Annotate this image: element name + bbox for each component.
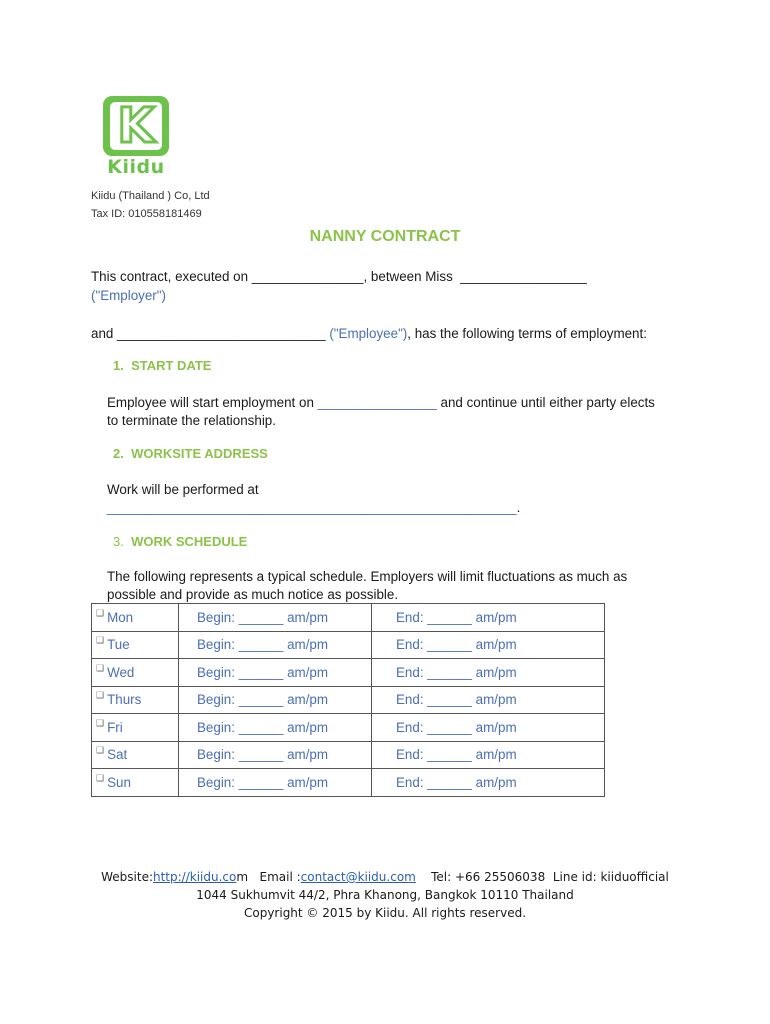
end-time-field: End: ______ am/pm — [372, 631, 605, 659]
start-date-blank: ________________ — [317, 395, 437, 410]
logo-letter: K — [117, 98, 155, 154]
checkbox-icon[interactable]: ❑ — [96, 607, 105, 618]
table-row — [92, 686, 605, 714]
kiidu-logo — [103, 96, 169, 182]
begin-time-field: Begin: ______ am/pm — [179, 659, 372, 687]
worksite-body-line-1: Work will be performed at — [107, 482, 259, 497]
email-link[interactable]: contact@kiidu.com — [300, 870, 416, 884]
checkbox-icon[interactable]: ❑ — [96, 772, 105, 783]
checkbox-icon[interactable]: ❑ — [96, 662, 105, 673]
day-cell-mon[interactable]: ❑ Mon — [92, 604, 179, 632]
day-cell-wed[interactable]: ❑ Wed — [92, 659, 179, 687]
table-row — [92, 604, 605, 632]
day-cell-sun[interactable]: ❑ Sun — [92, 769, 179, 797]
day-cell-tue[interactable]: ❑ Tue — [92, 631, 179, 659]
end-time-field: End: ______ am/pm — [372, 714, 605, 742]
day-cell-sat[interactable]: ❑ Sat — [92, 741, 179, 769]
section-start-date-heading: 1. START DATE — [113, 358, 212, 373]
begin-time-field: Begin: ______ am/pm — [179, 686, 372, 714]
table-row — [92, 769, 605, 797]
logo-mark — [103, 96, 169, 156]
begin-time-field: Begin: ______ am/pm — [179, 604, 372, 632]
intro-line-3: and ____________________________ ("Employee"), has the following terms of employment: — [91, 326, 647, 341]
tax-id: Tax ID: 010558181469 — [91, 208, 202, 220]
logo-wordmark: Kiidu — [107, 156, 165, 178]
checkbox-icon[interactable]: ❑ — [96, 635, 105, 646]
table-row — [92, 741, 605, 769]
end-time-field: End: ______ am/pm — [372, 604, 605, 632]
schedule-table — [91, 603, 605, 797]
day-cell-fri[interactable]: ❑ Fri — [92, 714, 179, 742]
begin-time-field: Begin: ______ am/pm — [179, 741, 372, 769]
day-cell-thurs[interactable]: ❑ Thurs — [92, 686, 179, 714]
section-worksite-heading: 2. WORKSITE ADDRESS — [113, 446, 268, 461]
checkbox-icon[interactable]: ❑ — [96, 717, 105, 728]
schedule-body-line-1: The following represents a typical schedule. Employers will limit fluctuations as much as — [107, 569, 628, 584]
website-link[interactable]: http://kiidu.co — [153, 870, 237, 884]
worksite-blank: _______________________________________________________ — [107, 500, 517, 515]
begin-time-field: Begin: ______ am/pm — [179, 769, 372, 797]
end-time-field: End: ______ am/pm — [372, 741, 605, 769]
begin-time-field: Begin: ______ am/pm — [179, 631, 372, 659]
footer-contact-line: Website:http://kiidu.com Email :contact@kiidu.com Tel: +66 25506038 Line id: kiiduofficial — [101, 870, 669, 884]
end-time-field: End: ______ am/pm — [372, 659, 605, 687]
worksite-body-line-2: _______________________________________________________. — [107, 500, 521, 515]
intro-employee-label: ("Employee") — [329, 326, 408, 341]
section-schedule-heading: 3. WORK SCHEDULE — [113, 534, 248, 549]
start-date-body-line-2: to terminate the relationship. — [107, 413, 276, 428]
footer-address: 1044 Sukhumvit 44/2, Phra Khanong, Bangkok 10110 Thailand — [196, 888, 574, 902]
table-row — [92, 631, 605, 659]
schedule-body-line-2: possible and provide as much notice as possible. — [107, 587, 399, 602]
company-name: Kiidu (Thailand ) Co, Ltd — [91, 190, 210, 202]
document-title: NANNY CONTRACT — [309, 228, 461, 245]
intro-employer-label: ("Employer") — [91, 288, 166, 303]
footer-copyright: Copyright © 2015 by Kiidu. All rights reserved. — [243, 906, 527, 920]
end-time-field: End: ______ am/pm — [372, 769, 605, 797]
table-row — [92, 714, 605, 742]
checkbox-icon[interactable]: ❑ — [96, 745, 105, 756]
intro-line-1: This contract, executed on _______________, between Miss _________________ — [91, 269, 587, 284]
start-date-body-line-1: Employee will start employment on ________________ and continue until either party elects — [107, 395, 655, 410]
table-row — [92, 659, 605, 687]
begin-time-field: Begin: ______ am/pm — [179, 714, 372, 742]
checkbox-icon[interactable]: ❑ — [96, 690, 105, 701]
end-time-field: End: ______ am/pm — [372, 686, 605, 714]
